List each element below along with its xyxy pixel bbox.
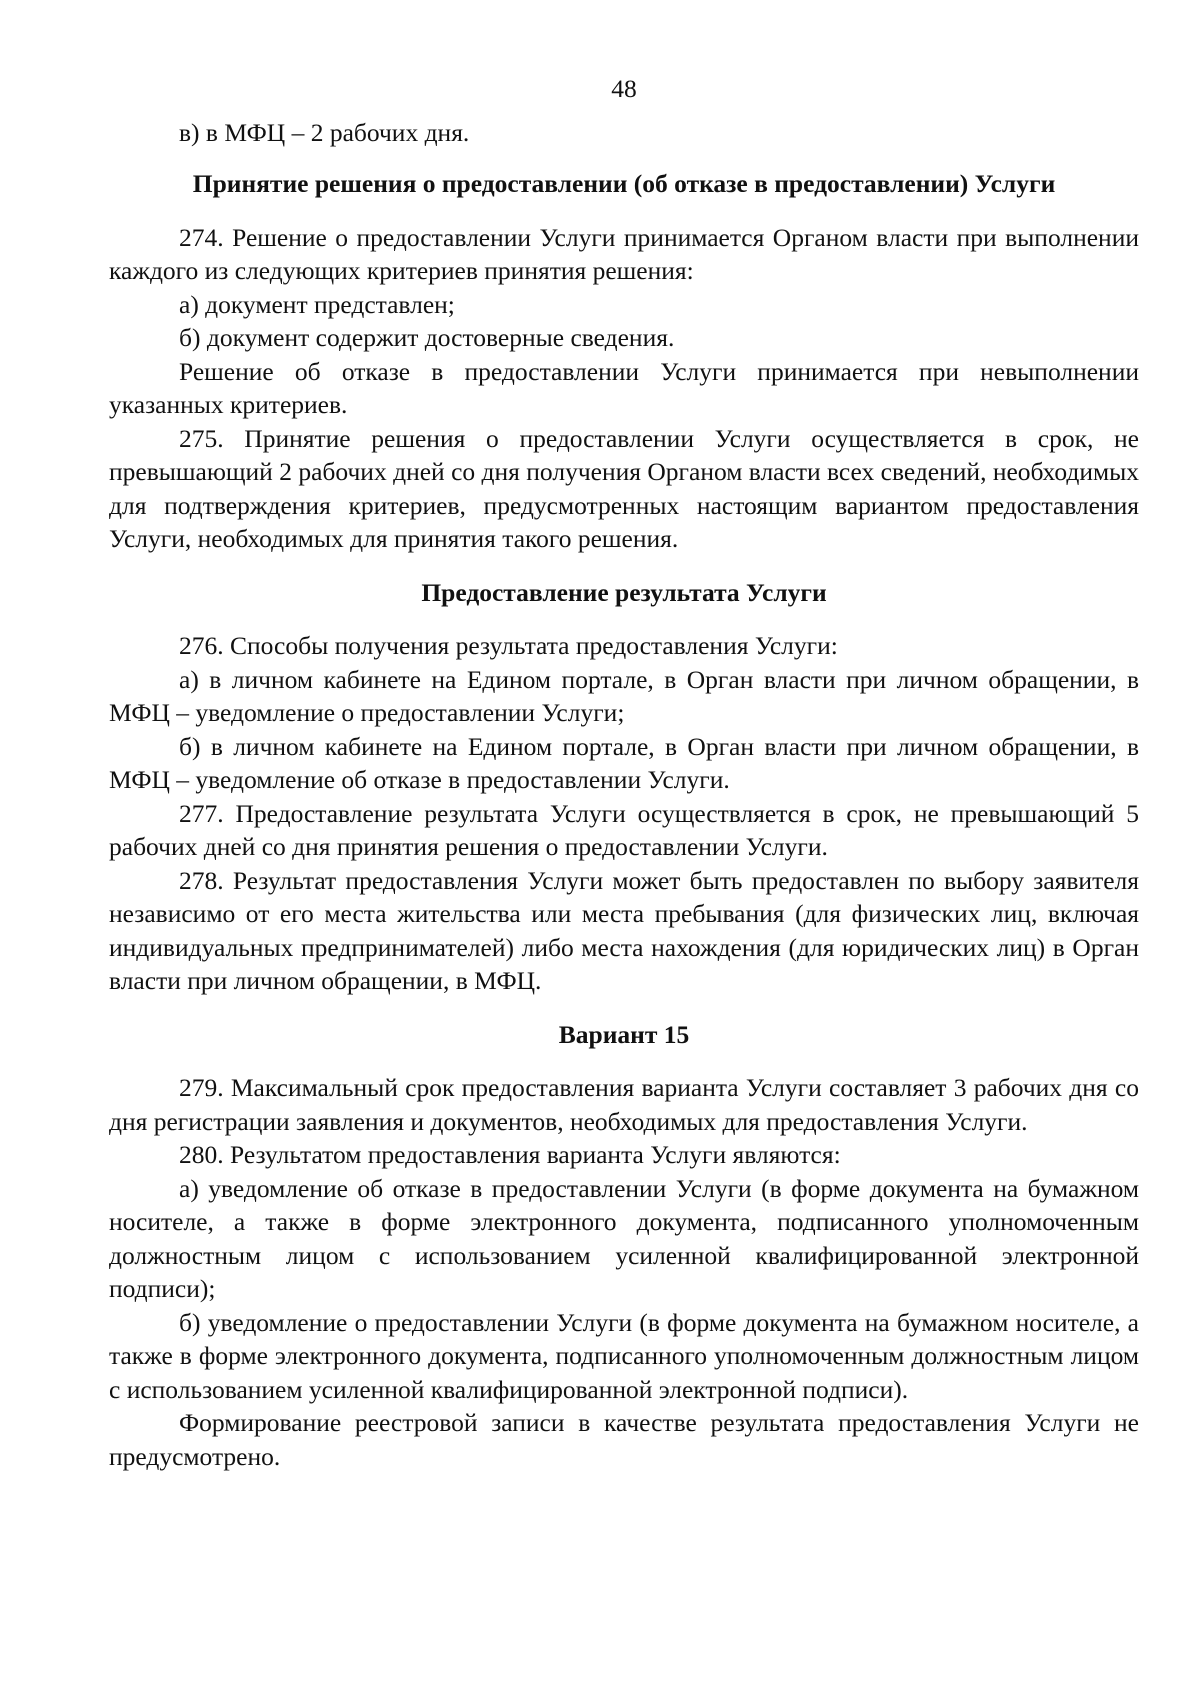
paragraph-276: 276. Способы получения результата предоставления Услуги: [179,631,838,660]
paragraph-274-b: б) документ содержит достоверные сведения. [179,323,675,352]
paragraph-274-a: а) документ представлен; [179,289,455,319]
paragraph-278: 278. Результат предоставления Услуги может быть предоставлен по выбору заявителя независимо от его места жительства или места пребывания (для физических лиц, включая индивидуальных предпринимателей) либо места нахождения (для юридических лиц) в Орган власти при личном обращении, в МФЦ. [109,865,1139,995]
heading-decision: Принятие решения о предоставлении (об отказе в предоставлении) Услуги [192,169,1056,198]
paragraph-277: 277. Предоставление результата Услуги осуществляется в срок, не превышающий 5 рабочих дней со дня принятия решения о предоставлении Услуги. [109,798,1139,861]
page-number: 48 [611,74,637,103]
paragraph-refusal-decision: Решение об отказе в предоставлении Услуги принимается при невыполнении указанных критериев. [109,356,1139,419]
paragraph-279: 279. Максимальный срок предоставления варианта Услуги составляет 3 рабочих дня со дня регистрации заявления и документов, необходимых для предоставления Услуги. [109,1073,1139,1136]
document-page [109,72,1139,1473]
paragraph-276-a: а) в личном кабинете на Едином портале, в Орган власти при личном обращении, в МФЦ – уведомление о предоставлении Услуги; [109,664,1139,727]
paragraph-mfc-term: в) в МФЦ – 2 рабочих дня. [179,117,470,147]
paragraph-280-b: б) уведомление о предоставлении Услуги (в форме документа на бумажном носителе, а также в форме электронного документа, подписанного уполномоченным должностным лицом с использованием усиленной квалифицированной электронной подписи). [109,1307,1139,1404]
paragraph-274: 274. Решение о предоставлении Услуги принимается Органом власти при выполнении каждого из следующих критериев принятия решения: [109,222,1139,285]
paragraph-registry-record: Формирование реестровой записи в качестве результата предоставления Услуги не предусмотрено. [109,1408,1139,1471]
heading-variant-15: Вариант 15 [558,1019,690,1049]
paragraph-280-a: а) уведомление об отказе в предоставлении Услуги (в форме документа на бумажном носителе, а также в форме электронного документа, подписанного уполномоченным должностным лицом с использованием усиленной квалифицированной электронной подписи); [109,1173,1139,1303]
paragraph-280: 280. Результатом предоставления варианта Услуги являются: [179,1140,841,1169]
paragraph-275: 275. Принятие решения о предоставлении Услуги осуществляется в срок, не превышающий 2 рабочих дней со дня получения Органом власти всех сведений, необходимых для подтверждения критериев, предусмотренных настоящим вариантом предоставления Услуги, необходимых для принятия такого решения. [109,423,1139,553]
heading-result-provision: Предоставление результата Услуги [421,577,827,607]
paragraph-276-b: б) в личном кабинете на Едином портале, в Орган власти при личном обращении, в МФЦ – уведомление об отказе в предоставлении Услуги. [109,731,1139,794]
